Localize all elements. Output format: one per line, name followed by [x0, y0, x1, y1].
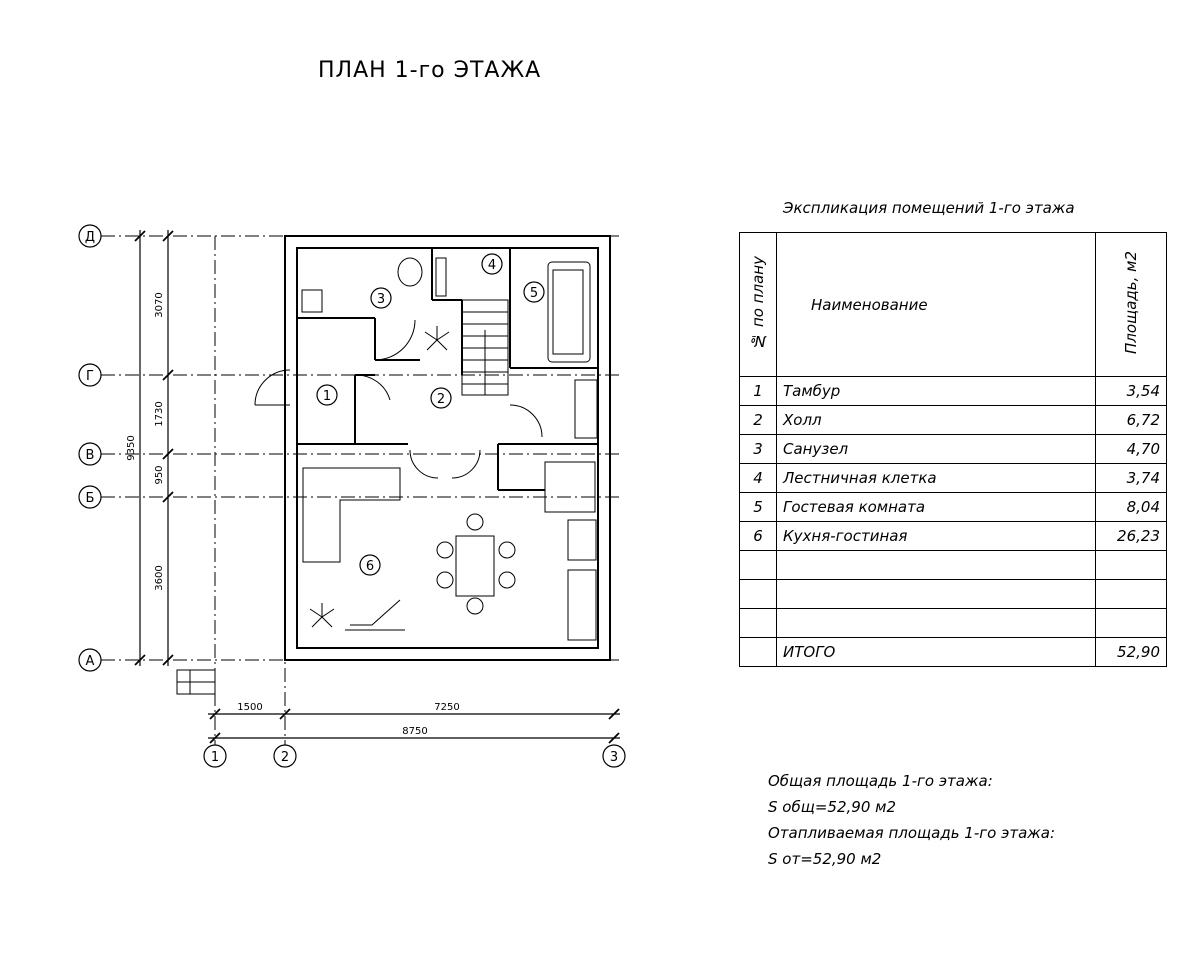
explication-title: Экспликация помещений 1-го этажа	[783, 199, 1075, 217]
header-name: Наименование	[811, 295, 928, 314]
header-area: Площадь, м2	[1122, 251, 1140, 354]
total-area-value: S общ=52,90 м2	[768, 798, 896, 816]
room-marker-label: 4	[487, 258, 497, 273]
total-area-label: Общая площадь 1-го этажа:	[768, 772, 993, 790]
dimension-label: 3600	[154, 565, 165, 591]
room-marker-label: 5	[529, 286, 539, 301]
table-row: 2 Холл 6,72	[740, 406, 1167, 435]
dimension-label: 1730	[154, 401, 165, 427]
room-marker-label: 3	[376, 292, 386, 307]
room-marker-label: 6	[365, 559, 375, 574]
table-row: 3 Санузел 4,70	[740, 435, 1167, 464]
axis-label-row: Б	[85, 491, 95, 506]
table-row: 6 Кухня-гостиная 26,23	[740, 522, 1167, 551]
area-notes	[768, 768, 1055, 872]
dimension-label: 9350	[126, 435, 137, 461]
floor-plan-drawing	[0, 0, 700, 800]
table-row	[740, 609, 1167, 638]
axis-markers-cols	[204, 745, 625, 767]
heated-area-label: Отапливаемая площадь 1-го этажа:	[768, 824, 1056, 842]
dimension-label: 7250	[434, 702, 460, 713]
axis-label-col: 2	[280, 750, 290, 765]
dimension-label: 950	[154, 465, 165, 485]
table-row	[740, 580, 1167, 609]
room-marker-label: 2	[436, 392, 446, 407]
table-total-row: ИТОГО 52,90	[740, 638, 1167, 667]
axis-label-row: В	[85, 448, 95, 463]
plan-title: ПЛАН 1-го ЭТАЖА	[318, 58, 542, 83]
table-row: 5 Гостевая комната 8,04	[740, 493, 1167, 522]
table-row	[740, 551, 1167, 580]
axis-label-row: Г	[86, 369, 94, 384]
explication-table	[739, 232, 1167, 667]
header-num: № по плану	[749, 255, 767, 350]
dimension-label: 3070	[154, 292, 165, 318]
axis-label-row: А	[85, 654, 95, 669]
room-marker-label: 1	[322, 389, 332, 404]
axis-label-col: 1	[210, 750, 220, 765]
table-row: 1 Тамбур 3,54	[740, 377, 1167, 406]
table-row: 4 Лестничная клетка 3,74	[740, 464, 1167, 493]
dimension-label: 8750	[402, 726, 428, 737]
axis-label-row: Д	[84, 230, 96, 245]
dimension-label: 1500	[237, 702, 263, 713]
axis-label-col: 3	[609, 750, 619, 765]
heated-area-value: S от=52,90 м2	[768, 850, 882, 868]
table-header-row	[740, 233, 1167, 377]
